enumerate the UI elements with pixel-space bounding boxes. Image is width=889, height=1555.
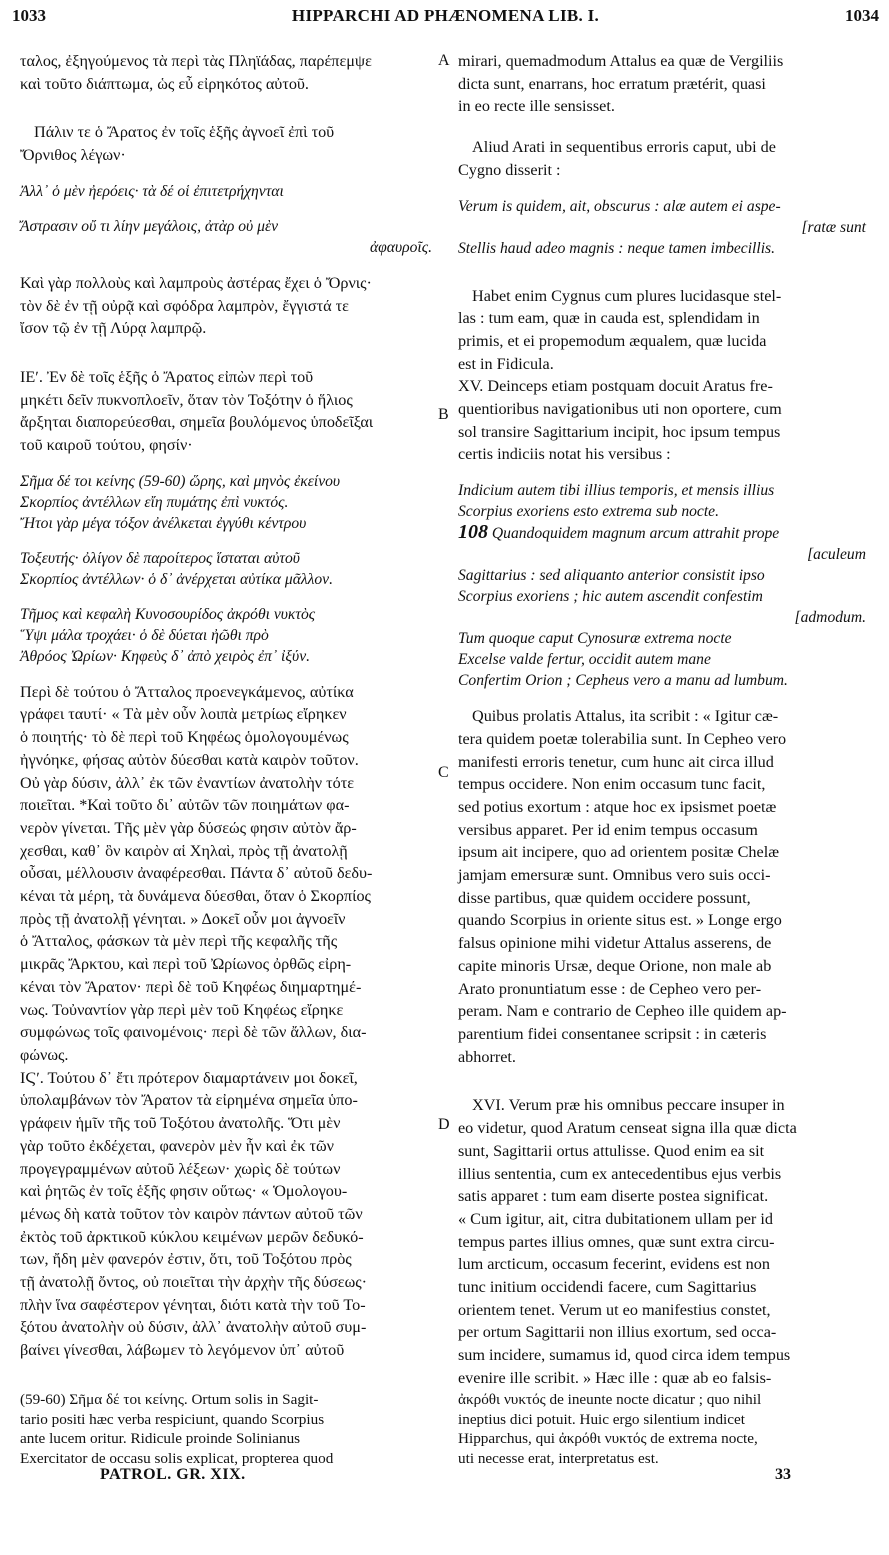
- text-line: ξότου ἀνατολὴν οὐ δύσιν, ἀλλ᾽ ἀνατολὴν αὐτοῦ συμ-: [20, 1318, 367, 1337]
- text-line: certis indiciis notat his versibus :: [458, 445, 671, 464]
- text-line: μικρᾶς Ἄρκτου, καὶ περὶ τοῦ Ὠρίωνος ὀρθῶς εἰρη-: [20, 955, 352, 974]
- text-line: quentioribus navigationibus uti non oportere, cum: [458, 400, 782, 419]
- text-line: quando Scorpius in oriente situs est. » Longe ergo: [458, 911, 782, 930]
- text-line: χεσθαι, καθ᾽ ὃν καιρὸν αἱ Χηλαὶ, πρὸς τῇ ἀνατολῇ: [20, 841, 348, 860]
- text-line: ἄρξηται διαπορεύεσθαι, σημεῖα βουλόμενος ὑποδεῖξαι: [20, 413, 374, 432]
- footnote-line: tario positi hæc verba respiciunt, quando Scorpius: [20, 1410, 325, 1428]
- text-line: eo videtur, quod Aratum censeat signa illa quæ dicta: [458, 1119, 797, 1138]
- text-line: ipsum ait incipere, quo ad orientem positæ Chelæ: [458, 843, 779, 862]
- text-line: καὶ ῥητῶς ἐν τοῖς ἑξῆς φησιν οὕτως· « Ὁμολογου-: [20, 1182, 348, 1201]
- text-line: ἠγνόηκε, φήσας αὐτὸν δύεσθαι κατὰ καιρὸν τοῦτον.: [20, 750, 359, 769]
- text-line: νως. Τοὐναντίον γὰρ περὶ μὲν τοῦ Κηφέως εἴρηκε: [20, 1000, 344, 1019]
- text-line: « Cum igitur, ait, citra dubitationem ullam per id: [458, 1209, 773, 1228]
- verse-line: Τῆμος καὶ κεφαλὴ Κυνοσουρίδος ἀκρόθι νυκτὸς: [20, 605, 316, 623]
- section-heading-16: ΙϚʹ. Τούτου δ᾽ ἔτι πρότερον διαμαρτάνειν μοι δοκεῖ,: [20, 1068, 358, 1087]
- text-line: illius sententia, cum ex antecedentibus ejus verbis: [458, 1164, 782, 1183]
- text-line: orientem tenet. Verum ut eo manifestius constet,: [458, 1300, 771, 1319]
- footer-signature: 33: [775, 1466, 791, 1483]
- verse-line: [aculeum: [807, 546, 866, 564]
- footnote-right: [458, 1390, 866, 1468]
- text-line: καὶ τοῦτο διάπτωμα, ὡς εὖ εἰρηκότος αὐτοῦ.: [20, 74, 309, 93]
- text-line: Quibus prolatis Attalus, ita scribit : « Igitur cæ-: [472, 707, 779, 726]
- text-line: dicta sunt, enarrans, hoc erratum prætérit, quasi: [458, 74, 766, 93]
- text-line: manifesti erroris tenetur, cum hunc ait circa illud: [458, 752, 774, 771]
- text-line: γὰρ τοῦτο ἐκδέχεται, φανερὸν μὲν ἦν καὶ ἐκ τῶν: [20, 1136, 334, 1155]
- text-line: Aliud Arati in sequentibus erroris caput, ubi de: [472, 138, 776, 157]
- text-line: disse partibus, quæ quidem occidere possunt,: [458, 888, 751, 907]
- verse-line: Ἄστρασιν οὔ τι λίην μεγάλοις, ἀτὰρ οὐ μὲν: [20, 217, 279, 235]
- text-line: Cygno disserit :: [458, 160, 561, 179]
- verse-line: Confertim Orion ; Cepheus vero a manu ad lumbum.: [458, 672, 788, 690]
- footnote-line: (59-60) Σῆμα δέ τοι κείνης. Ortum solis in Sagit-: [20, 1391, 319, 1408]
- footnote-line: Exercitator de occasu solis explicat, propterea quod: [20, 1449, 334, 1467]
- page-number-left: 1033: [12, 6, 46, 25]
- latin-column: [458, 50, 866, 1390]
- text-line: in eo recte ille sensisset.: [458, 97, 615, 116]
- verse-line: Stellis haud adeo magnis : neque tamen imbecillis.: [458, 239, 776, 257]
- text-line: falsus opinione mihi videtur Attalus asserens, de: [458, 934, 772, 953]
- text-line: sum incidere, sumamus id, quod circa idem tempus: [458, 1346, 791, 1365]
- text-line: satis apparet : tum eam diserte postea significat.: [458, 1187, 769, 1206]
- text-line: abhorret.: [458, 1047, 516, 1066]
- text-line: ὑπολαμβάνων τὸν Ἄρατον τὰ εἰρημένα σημεῖα ὑπο-: [20, 1091, 358, 1110]
- text-line: versibus apparet. Per id enim tempus occasum: [458, 820, 758, 839]
- text-line: est in Fidicula.: [458, 354, 554, 373]
- text-line: κέναι τὸν Ἄρατον· περὶ δὲ τοῦ Κηφέως διημαρτημέ-: [20, 977, 362, 996]
- text-line: tera quidem poetæ tolerabilia sunt. In Cepheo vero: [458, 729, 787, 748]
- text-line: sunt, Sagittarii ortus attulisse. Quod enim ea sit: [458, 1141, 765, 1160]
- text-line: sol transire Sagittarium incipit, hoc ipsum tempus: [458, 422, 781, 441]
- footnote-left: [20, 1390, 432, 1468]
- text-line: per ortum Sagittarii non illius exortum, sed occa-: [458, 1323, 777, 1342]
- text-line: Ὄρνιθος λέγων·: [20, 146, 126, 165]
- verse-line-numbered: [458, 522, 866, 544]
- margin-letter-b: B: [438, 406, 449, 423]
- running-header: [12, 6, 879, 32]
- footnote-line: ἀκρόθι νυκτός de ineunte nocte dicatur ; quo nihil: [458, 1391, 762, 1408]
- verse-line: Excelse valde fertur, occidit autem mane: [458, 651, 711, 669]
- verse-line: Sagittarius : sed aliquanto anterior consistit ipso: [458, 567, 765, 585]
- column-number: 108: [458, 521, 488, 544]
- margin-letter-d: D: [438, 1116, 450, 1133]
- text-line: ταλος, ἐξηγούμενος τὰ περὶ τὰς Πληϊάδας, παρέπεμψε: [20, 52, 372, 70]
- text-line: γράφει ταυτί· « Τὰ μὲν οὖν λοιπὰ μετρίως εἴρηκεν: [20, 705, 347, 724]
- text-line: προγεγραμμένων αὐτοῦ λέξεων· χωρὶς δὲ τούτων: [20, 1159, 341, 1178]
- text-line: γράφειν ἡμῖν τῆς τοῦ Τοξότου ἀνατολῆς. Ὅτι μὲν: [20, 1114, 341, 1133]
- text-line: κέναι τὰ μέρη, τὰ δυνάμενα δύεσθαι, ὅταν ὁ Σκορπίος: [20, 887, 371, 906]
- text-line: Πάλιν τε ὁ Ἄρατος ἐν τοῖς ἑξῆς ἀγνοεῖ ἐπὶ τοῦ: [34, 123, 335, 142]
- text-line: sed potius exortum : atque hoc ex ipsismet poetæ: [458, 797, 777, 816]
- margin-letter-c: C: [438, 764, 449, 781]
- footnote-line: ineptius dici potuit. Huic ergo silentium indicet: [458, 1410, 745, 1428]
- text-line: primis, et ei propemodum æqualem, quæ lucida: [458, 331, 767, 350]
- text-line: ὁ ποιητής· τὸ δὲ περὶ τοῦ Κηφέως ὁμολογουμένως: [20, 728, 349, 747]
- text-line: μηκέτι δεῖν πυκνοπλοεῖν, ὅταν τὸν Τοξότην ὁ ἥλιος: [20, 390, 353, 409]
- verse-line: Scorpius exoriens ; hic autem ascendit confestim: [458, 588, 763, 606]
- text-line: ὁ Ἄτταλος, φάσκων τὰ μὲν περὶ τῆς κεφαλῆς τῆς: [20, 932, 338, 951]
- text-line: πρὸς τῇ ἀνατολῇ γένηται. » Δοκεῖ οὖν μοι ἀγνοεῖν: [20, 909, 346, 928]
- text-line: Habet enim Cygnus cum plures lucidasque stel-: [472, 286, 782, 305]
- text-line: tempus partes illius omnes, quæ sunt extra circu-: [458, 1232, 775, 1251]
- page-number-right: 1034: [845, 6, 879, 25]
- verse-line: [ratæ sunt: [801, 218, 866, 236]
- verse-line: Scorpius exoriens esto extrema sub nocte.: [458, 503, 719, 521]
- text-line: μένως δὴ κατὰ τοῦτον τὸν καιρὸν πάντων αὐτοῦ τῶν: [20, 1204, 363, 1223]
- verse-line: Σκορπίος ἀντέλλων· ὁ δ᾽ ἀνέρχεται αὐτίκα μᾶλλον.: [20, 570, 334, 588]
- text-line: Περὶ δὲ τούτου ὁ Ἄτταλος προενεγκάμενος, αὐτίκα: [20, 682, 354, 701]
- text-line: τῇ ἀνατολῇ ὄντος, οὐ ποιεῖται τὴν ἀρχὴν τῆς δύσεως·: [20, 1273, 368, 1292]
- footer-series-title: PATROL. GR. XIX.: [100, 1466, 246, 1483]
- text-line: ἐκτὸς τοῦ ἀρκτικοῦ κύκλου κειμένων μερῶν δεδυκό-: [20, 1227, 364, 1246]
- text-line: jamjam emersuræ sunt. Omnibus vero suis occi-: [458, 866, 771, 885]
- text-line: οὖσαι, μέλλουσιν ἀναφέρεσθαι. Πάντα δ᾽ αὐτοῦ δεδυ-: [20, 864, 373, 883]
- greek-column: [20, 50, 432, 1362]
- text-line: capite minoris Ursæ, deque Orione, non male ab: [458, 956, 772, 975]
- text-line: φώνως.: [20, 1045, 69, 1064]
- text-line: τὸν δὲ ἐν τῇ οὐρᾷ καὶ σφόδρα λαμπρὸν, ἔγγιστά τε: [20, 296, 349, 315]
- verse-line: [admodum.: [794, 609, 866, 627]
- section-heading-15: XV. Deinceps etiam postquam docuit Aratus fre-: [458, 377, 773, 396]
- footnote-line: ante lucem oritur. Ridicule proinde Solinianus: [20, 1430, 301, 1447]
- text-line: mirari, quemadmodum Attalus ea quæ de Vergiliis: [458, 52, 784, 70]
- text-line: συμφώνως τοῖς φαινομένοις· περὶ δὲ τῶν ἄλλων, δια-: [20, 1023, 367, 1042]
- verse-line: Indicium autem tibi illius temporis, et mensis illius: [458, 482, 775, 500]
- text-line: parentium fidei consentanee scripsit : in cæteris: [458, 1024, 767, 1043]
- text-line: tunc initium occidendi facere, cum Sagittarius: [458, 1278, 757, 1297]
- verse-text: Quandoquidem magnum arcum attrahit prope: [491, 525, 780, 543]
- verse-line: Ἀθρόος Ὠρίων· Κηφεὺς δ᾽ ἀπὸ χειρὸς ἐπ᾽ ἰξύν.: [20, 647, 311, 665]
- verse-line: Verum is quidem, ait, obscurus : alæ autem ei aspe-: [458, 197, 781, 215]
- footnote-line: uti necesse erat, interpretatus est.: [458, 1449, 659, 1467]
- text-line: Οὐ γὰρ δύσιν, ἀλλ᾽ ἐκ τῶν ἐναντίων ἀνατολὴν τότε: [20, 773, 355, 792]
- text-line: τοῦ καιροῦ τούτου, φησίν·: [20, 436, 193, 455]
- text-line: las : tum eam, quæ in cauda est, splendidam in: [458, 309, 760, 328]
- verse-line: Tum quoque caput Cynosuræ extrema nocte: [458, 630, 732, 648]
- verse-line: Σῆμα δέ τοι κείνης (59-60) ὥρης, καὶ μηνὸς ἐκείνου: [20, 472, 341, 490]
- section-heading-15: ΙΕʹ. Ἐν δὲ τοῖς ἑξῆς ὁ Ἄρατος εἰπὼν περὶ τοῦ: [20, 367, 314, 386]
- running-title: HIPPARCHI AD PHÆNOMENA LIB. I.: [291, 6, 600, 25]
- text-line: ἴσον τῷ ἐν τῇ Λύρᾳ λαμπρῷ.: [20, 319, 207, 338]
- verse-line: Ἤτοι γὰρ μέγα τόξον ἀνέλκεται ἐγγύθι κέντρου: [20, 514, 307, 532]
- text-line: νερὸν γίνεται. Τῆς μὲν γὰρ δύσεώς φησιν αὐτὸν ἄρ-: [20, 818, 357, 837]
- text-line: ποιεῖται. *Καὶ τοῦτο δι᾽ αὐτῶν τῶν ποιημάτων φα-: [20, 796, 350, 815]
- text-line: tempus occidere. Non enim occasum tunc facit,: [458, 775, 766, 794]
- verse-line: Σκορπίος ἀντέλλων εἴη πυμάτης ἐπὶ νυκτός.: [20, 493, 289, 511]
- verse-line: Ὕψι μάλα τροχάει· ὁ δὲ δύεται ἠῶθι πρὸ: [20, 626, 269, 644]
- text-line: lum arcticum, occasum fecerint, evidens est non: [458, 1255, 770, 1274]
- footnote-line: Hipparchus, qui ἀκρόθι νυκτός de extrema nocte,: [458, 1430, 758, 1447]
- text-line: των, ἤδη μὲν φανερόν ἐστιν, ὅτι, τοῦ Τοξότου πρὸς: [20, 1250, 352, 1269]
- text-line: Καὶ γὰρ πολλοὺς καὶ λαμπροὺς ἀστέρας ἔχει ὁ Ὄρνις·: [20, 273, 372, 292]
- verse-line: ἀφαυροῖς.: [370, 238, 432, 256]
- section-heading-16: XVI. Verum præ his omnibus peccare insuper in: [472, 1096, 785, 1115]
- verse-line: Ἀλλ᾽ ὁ μὲν ἠερόεις· τὰ δέ οἱ ἐπιτετρήχηνται: [20, 182, 284, 200]
- text-line: πλὴν ἵνα σαφέστερον γένηται, διότι κατὰ τὴν τοῦ Το-: [20, 1295, 366, 1314]
- text-line: peram. Nam e contrario de Cepheo ille quidem ap-: [458, 1002, 787, 1021]
- text-line: evenire ille scribit. » Hæc ille : quæ ab eo falsis-: [458, 1368, 772, 1387]
- margin-letter-a: A: [438, 52, 450, 69]
- text-line: βαίνει γίνεσθαι, λάβωμεν τὸ λεγόμενον ὑπ᾽ αὐτοῦ: [20, 1341, 345, 1360]
- verse-line: Τοξευτής· ὀλίγον δὲ παροίτερος ἵσταται αὐτοῦ: [20, 549, 300, 567]
- text-line: Arato pronuntiatum esse : de Cepheo vero per-: [458, 979, 762, 998]
